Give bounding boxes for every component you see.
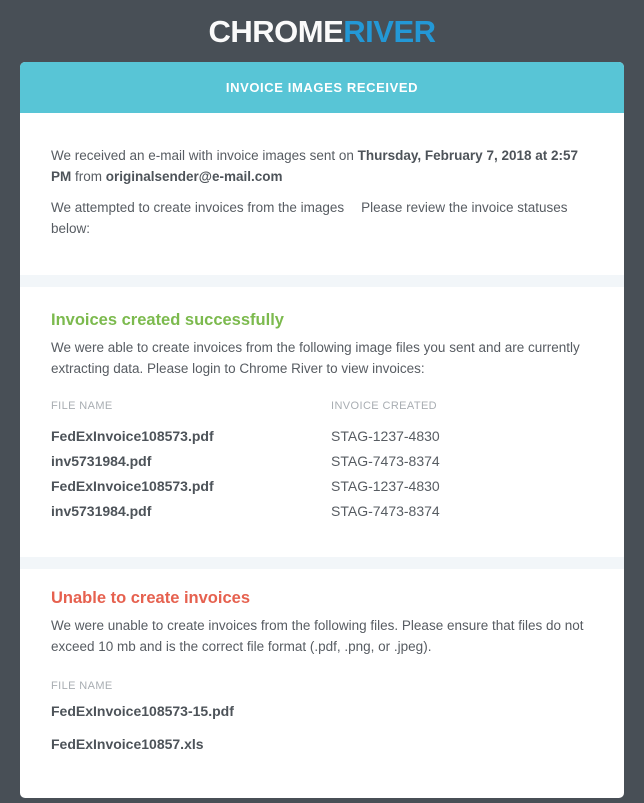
table-header-row [51, 400, 598, 412]
file-name-cell: FedExInvoice108573.pdf [51, 427, 214, 444]
success-file-table [51, 400, 598, 523]
attempted-message [51, 197, 598, 239]
success-heading: Invoices created successfully [51, 311, 284, 329]
intro-section [20, 113, 624, 275]
logo-river-text: RIVER [343, 13, 436, 49]
file-name-column-header: FILE NAME [51, 400, 113, 412]
table-row [51, 448, 598, 473]
chromeriver-logo [208, 13, 436, 49]
table-row [51, 423, 598, 448]
failed-file-name: FedExInvoice10857.xls [51, 736, 204, 752]
attempted-message-part1: We attempted to create invoices from the images [51, 200, 345, 215]
invoice-id-cell: STAG-1237-4830 [331, 427, 440, 444]
header-bar [0, 0, 644, 62]
email-title: INVOICE IMAGES RECEIVED [225, 80, 419, 95]
received-message [51, 145, 598, 187]
failure-heading: Unable to create invoices [51, 589, 250, 607]
success-description: We were able to create invoices from the following image files you sent and are currently extracting data. Please login to Chrome River to view invoices: [51, 340, 580, 376]
failure-description: We were unable to create invoices from the following files. Please ensure that files do not exceed 10 mb and is the correct file format (.pdf, .png, or .jpeg). [51, 618, 584, 654]
received-datetime: Thursday, February 7, 2018 at 2:57 PM [51, 148, 579, 184]
sender-email: originalsender@e-mail.com [105, 169, 283, 184]
file-name-column-header: FILE NAME [51, 680, 113, 692]
invoice-created-column-header: INVOICE CREATED [331, 400, 438, 412]
file-name-cell: inv5731984.pdf [51, 452, 152, 469]
logo-chrome-text: CHROME [208, 13, 344, 49]
email-card [20, 62, 624, 798]
invoice-id-cell: STAG-7473-8374 [331, 452, 440, 469]
received-from-text: from [71, 169, 106, 184]
failed-file-list [51, 680, 598, 752]
received-message-text: We received an e-mail with invoice images sent on [51, 148, 358, 163]
failed-file-name: FedExInvoice108573-15.pdf [51, 703, 234, 719]
table-row [51, 498, 598, 523]
section-divider [20, 557, 624, 569]
failure-section [20, 569, 624, 798]
attempted-message-part2: Please review the invoice statuses below: [51, 200, 568, 236]
invoice-id-cell: STAG-7473-8374 [331, 502, 440, 519]
success-section [20, 287, 624, 557]
table-row [51, 473, 598, 498]
file-name-cell: inv5731984.pdf [51, 502, 152, 519]
file-name-cell: FedExInvoice108573.pdf [51, 477, 214, 494]
section-divider [20, 275, 624, 287]
invoice-id-cell: STAG-1237-4830 [331, 477, 440, 494]
email-title-banner [20, 62, 624, 113]
